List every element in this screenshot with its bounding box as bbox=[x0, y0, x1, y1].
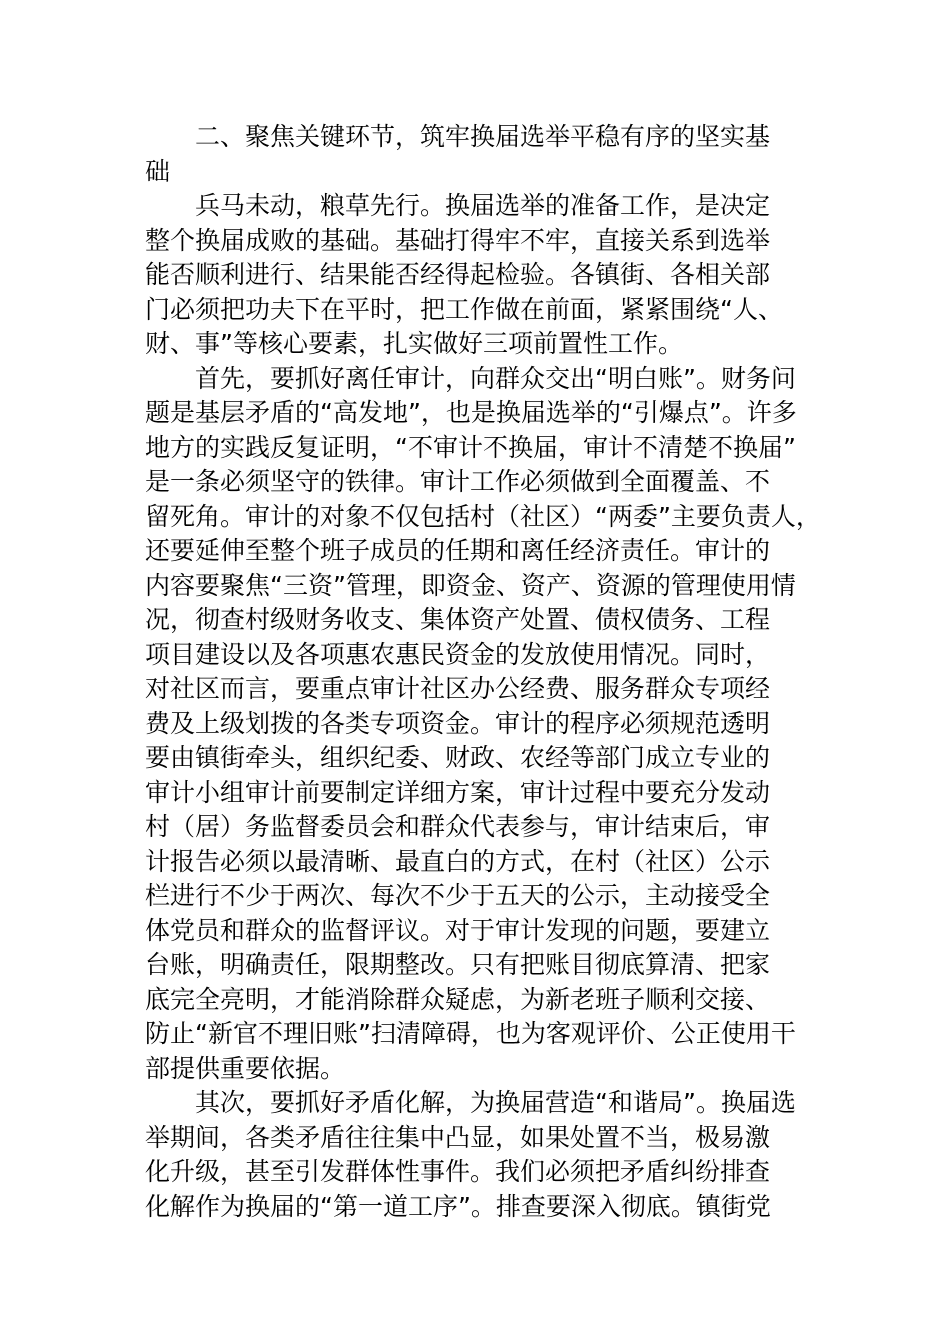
paragraph-line: 举期间，各类矛盾往往集中凸显，如果处置不当，极易激 bbox=[145, 1122, 771, 1152]
paragraph-line: 部提供重要依据。 bbox=[145, 1053, 346, 1083]
paragraph-line: 项目建设以及各项惠农惠民资金的发放使用情况。同时， bbox=[145, 639, 771, 669]
section-heading bbox=[145, 120, 805, 189]
paragraph-line: 况，彻查村级财务收支、集体资产处置、债权债务、工程 bbox=[145, 605, 771, 634]
paragraph-line: 底完全亮明，才能消除群众疑虑，为新老班子顺利交接、 bbox=[145, 984, 771, 1014]
paragraph-line: 地方的实践反复证明，“不审计不换届，审计不清楚不换届” bbox=[145, 432, 796, 462]
paragraph-line: 还要延伸至整个班子成员的任期和离任经济责任。审计的 bbox=[145, 536, 771, 565]
paragraph-line: 内容要聚焦“三资”管理，即资金、资产、资源的管理使用情 bbox=[145, 570, 796, 600]
paragraph-line: 体党员和群众的监督评议。对于审计发现的问题，要建立 bbox=[145, 915, 771, 945]
paragraph-line: 计报告必须以最清晰、最直白的方式，在村（社区）公示 bbox=[145, 846, 771, 876]
paragraph-line: 台账，明确责任，限期整改。只有把账目彻底算清、把家 bbox=[145, 950, 771, 979]
paragraph-preparation bbox=[145, 189, 805, 362]
paragraph-line: 题是基层矛盾的“高发地”，也是换届选举的“引爆点”。许多 bbox=[145, 398, 797, 427]
paragraph-audit bbox=[145, 362, 821, 1087]
paragraph-line: 财、事”等核心要素，扎实做好三项前置性工作。 bbox=[145, 329, 683, 358]
paragraph-conflict-resolution bbox=[145, 1086, 805, 1224]
paragraph-line: 要由镇街牵头，组织纪委、财政、农经等部门成立专业的 bbox=[145, 743, 771, 772]
paragraph-line: 兵马未动，粮草先行。换届选举的准备工作，是决定 bbox=[195, 191, 771, 220]
heading-line: 础 bbox=[145, 156, 171, 186]
paragraph-line: 费及上级划拨的各类专项资金。审计的程序必须规范透明 bbox=[145, 708, 771, 738]
paragraph-line: 栏进行不少于两次、每次不少于五天的公示，主动接受全 bbox=[145, 881, 771, 910]
paragraph-line: 门必须把功夫下在平时，把工作做在前面，紧紧围绕“人、 bbox=[145, 294, 783, 324]
paragraph-line: 化解作为换届的“第一道工序”。排查要深入彻底。镇街党 bbox=[145, 1191, 771, 1221]
paragraph-line: 首先，要抓好离任审计，向群众交出“明白账”。财务问 bbox=[195, 363, 796, 393]
paragraph-line: 防止“新官不理旧账”扫清障碍，也为客观评价、公正使用干 bbox=[145, 1019, 796, 1048]
paragraph-line: 是一条必须坚守的铁律。审计工作必须做到全面覆盖、不 bbox=[145, 467, 771, 496]
paragraph-line: 整个换届成败的基础。基础打得牢不牢，直接关系到选举 bbox=[145, 225, 771, 255]
paragraph-line: 对社区而言，要重点审计社区办公经费、服务群众专项经 bbox=[145, 674, 771, 703]
paragraph-line: 审计小组审计前要制定详细方案，审计过程中要充分发动 bbox=[145, 777, 771, 807]
paragraph-line: 村（居）务监督委员会和群众代表参与，审计结束后，审 bbox=[145, 812, 771, 841]
document-body bbox=[145, 120, 821, 1224]
paragraph-line: 能否顺利进行、结果能否经得起检验。各镇街、各相关部 bbox=[145, 260, 771, 289]
paragraph-line: 其次，要抓好矛盾化解，为换届营造“和谐局”。换届选 bbox=[195, 1088, 796, 1117]
heading-line: 二、聚焦关键环节，筑牢换届选举平稳有序的坚实基 bbox=[195, 122, 771, 151]
paragraph-line: 化升级，甚至引发群体性事件。我们必须把矛盾纠纷排查 bbox=[145, 1157, 771, 1186]
paragraph-line: 留死角。审计的对象不仅包括村（社区）“两委”主要负责人， bbox=[145, 501, 821, 531]
